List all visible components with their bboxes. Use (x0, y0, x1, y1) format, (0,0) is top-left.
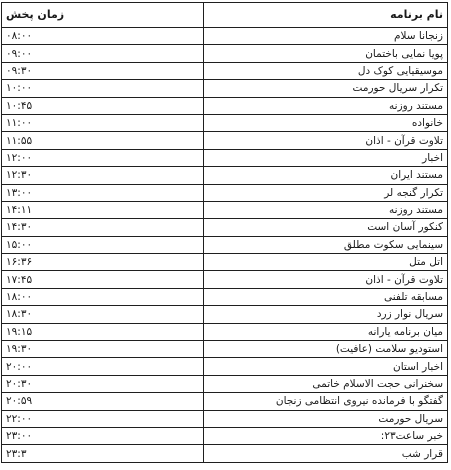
broadcast-time-cell: ۰۸:۰۰ (2, 28, 204, 45)
table-row (2, 236, 448, 253)
program-name-cell: اخبار (204, 149, 448, 166)
program-name-cell: خانواده (204, 114, 448, 131)
program-name-cell: کنکور آسان است (204, 219, 448, 236)
table-row (2, 288, 448, 305)
broadcast-time-cell: ۲۲:۰۰ (2, 410, 204, 427)
broadcast-time-cell: ۱۶:۳۶ (2, 254, 204, 271)
table-row (2, 393, 448, 410)
program-name-cell: مستند ایران (204, 167, 448, 184)
program-name-cell: مستند روزنه (204, 201, 448, 218)
table-row (2, 167, 448, 184)
program-name-cell: استودیو سلامت (عافیت) (204, 341, 448, 358)
table-row (2, 306, 448, 323)
program-name-cell: مسابقه تلفنی (204, 288, 448, 305)
broadcast-time-cell: ۱۳:۰۰ (2, 184, 204, 201)
table-row (2, 410, 448, 427)
table-row (2, 97, 448, 114)
broadcast-time-cell: ۱۰:۴۵ (2, 97, 204, 114)
schedule-rows (2, 28, 448, 463)
program-name-cell: اتل متل (204, 254, 448, 271)
program-name-cell: سخنرانی حجت الاسلام خاتمی (204, 375, 448, 392)
broadcast-time-cell: ۲۳:۰۰ (2, 427, 204, 444)
broadcast-time-cell: ۱۱:۵۵ (2, 132, 204, 149)
table-row (2, 254, 448, 271)
broadcast-time-cell: ۲۳:۳ (2, 445, 204, 462)
table-row (2, 132, 448, 149)
program-name-cell: قرار شب (204, 445, 448, 462)
table-row (2, 114, 448, 131)
table-row (2, 45, 448, 62)
table-row (2, 80, 448, 97)
broadcast-time-header: زمان پخش (2, 3, 204, 28)
broadcast-time-cell: ۲۰:۳۰ (2, 375, 204, 392)
table-row (2, 28, 448, 45)
program-name-cell: میان برنامه یارانه (204, 323, 448, 340)
program-name-cell: سریال نوار زرد (204, 306, 448, 323)
table-row (2, 341, 448, 358)
table-row (2, 184, 448, 201)
broadcast-time-cell: ۰۹:۳۰ (2, 62, 204, 79)
broadcast-time-cell: ۱۱:۰۰ (2, 114, 204, 131)
program-name-cell: مستند روزنه (204, 97, 448, 114)
broadcast-time-cell: ۱۸:۰۰ (2, 288, 204, 305)
program-name-cell: خبر ساعت۲۳: (204, 427, 448, 444)
program-name-header: نام برنامه (204, 3, 448, 28)
table-row (2, 445, 448, 462)
broadcast-time-cell: ۱۴:۱۱ (2, 201, 204, 218)
broadcast-time-cell: ۱۲:۰۰ (2, 149, 204, 166)
program-name-cell: زنجانا سلام (204, 28, 448, 45)
broadcast-time-cell: ۱۵:۰۰ (2, 236, 204, 253)
table-row (2, 323, 448, 340)
broadcast-time-cell: ۲۰:۰۰ (2, 358, 204, 375)
table-row (2, 149, 448, 166)
program-name-cell: سینمایی سکوت مطلق (204, 236, 448, 253)
schedule-sheet (2, 2, 448, 466)
table-row (2, 271, 448, 288)
program-name-cell: گفتگو با فرمانده نیروی انتظامی زنجان (204, 393, 448, 410)
table-row (2, 375, 448, 392)
table-row (2, 62, 448, 79)
program-name-cell: تلاوت قرآن - اذان (204, 132, 448, 149)
table-row (2, 427, 448, 444)
program-name-cell: موسیقیایی کوک دل (204, 62, 448, 79)
broadcast-time-cell: ۲۰:۵۹ (2, 393, 204, 410)
broadcast-time-cell: ۱۹:۳۰ (2, 341, 204, 358)
program-name-cell: اخبار استان (204, 358, 448, 375)
program-name-cell: تکرار سریال حورمت (204, 80, 448, 97)
program-name-cell: پویا نمایی باختمان (204, 45, 448, 62)
broadcast-time-cell: ۱۲:۳۰ (2, 167, 204, 184)
table-row (2, 358, 448, 375)
broadcast-time-cell: ۱۴:۳۰ (2, 219, 204, 236)
program-name-cell: تلاوت قرآن - اذان (204, 271, 448, 288)
program-name-cell: سریال حورمت (204, 410, 448, 427)
broadcast-time-cell: ۱۷:۴۵ (2, 271, 204, 288)
program-name-cell: تکرار گنجه لر (204, 184, 448, 201)
broadcast-time-cell: ۱۸:۳۰ (2, 306, 204, 323)
table-row (2, 201, 448, 218)
broadcast-time-cell: ۰۹:۰۰ (2, 45, 204, 62)
header-row (2, 3, 448, 28)
broadcast-time-cell: ۱۹:۱۵ (2, 323, 204, 340)
broadcast-time-cell: ۱۰:۰۰ (2, 80, 204, 97)
table-row (2, 219, 448, 236)
schedule-table (1, 2, 448, 463)
